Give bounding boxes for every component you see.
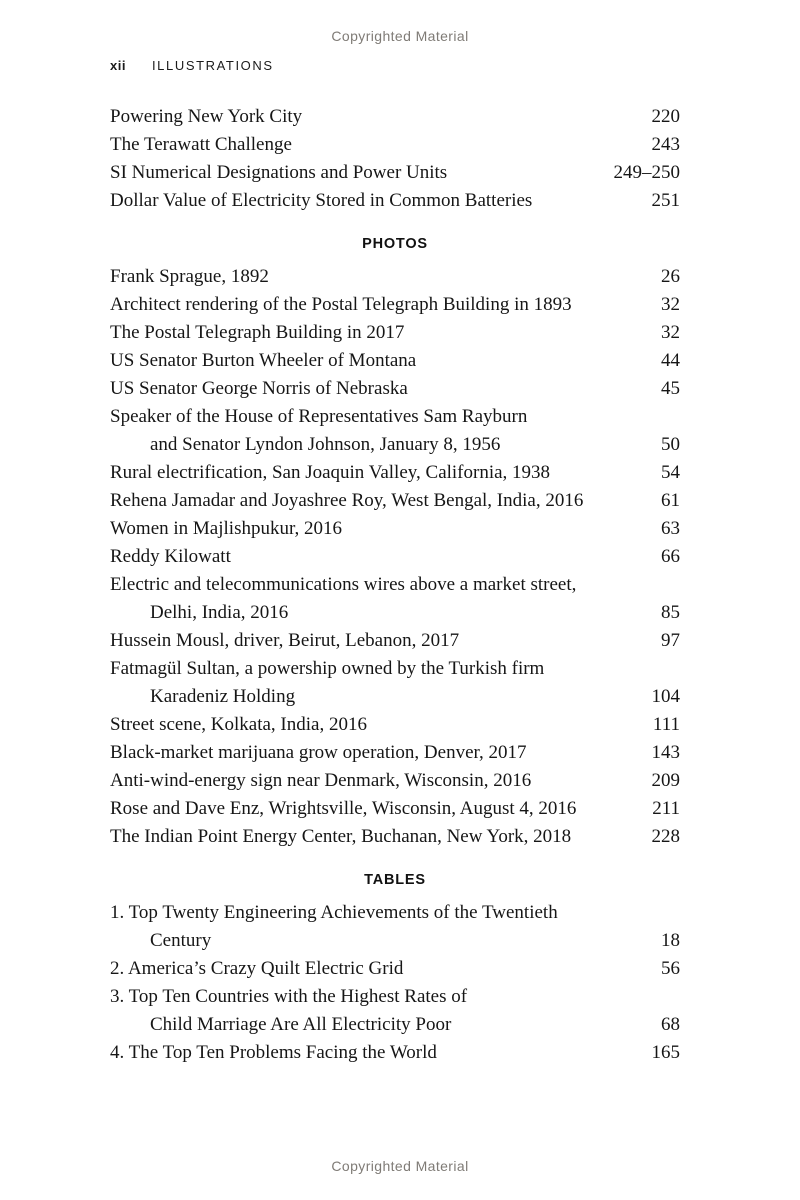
entry-page-number: 68: [661, 1014, 680, 1035]
toc-entry: [110, 159, 680, 187]
entry-title: Reddy Kilowatt: [110, 546, 231, 567]
entry-page-number: 249–250: [613, 162, 680, 183]
entry-page-number: 111: [652, 714, 680, 735]
entry-line: [110, 1011, 680, 1039]
copyright-notice-bottom: Copyrighted Material: [331, 1158, 469, 1174]
entry-line: [110, 263, 680, 291]
entry-page-number: 209: [651, 770, 680, 791]
running-header: [110, 58, 800, 73]
toc-entry: [110, 899, 680, 955]
entry-title: US Senator Burton Wheeler of Montana: [110, 350, 417, 371]
toc-entry: [110, 347, 680, 375]
entry-page-number: 243: [651, 134, 680, 155]
page-folio: xii: [110, 58, 126, 73]
entry-line: [110, 131, 680, 159]
entry-title: Rehena Jamadar and Joyashree Roy, West Bengal, India, 2016: [110, 490, 584, 511]
entry-line: [110, 739, 680, 767]
entry-page-number: 61: [661, 490, 680, 511]
entry-page-number: 211: [652, 798, 680, 819]
entry-title: The Terawatt Challenge: [110, 134, 292, 155]
entry-title: Women in Majlishpukur, 2016: [110, 518, 343, 539]
entry-line: [110, 347, 680, 375]
entry-line: [110, 655, 680, 683]
toc-entry: [110, 627, 680, 655]
entry-page-number: 32: [661, 322, 680, 343]
entry-page-number: 32: [661, 294, 680, 315]
entry-title: US Senator George Norris of Nebraska: [110, 378, 408, 399]
entry-line: [110, 543, 680, 571]
entry-line: [110, 459, 680, 487]
entry-line: [110, 159, 680, 187]
entry-line: [110, 1039, 680, 1067]
entry-title: Street scene, Kolkata, India, 2016: [110, 714, 367, 735]
entry-title: Speaker of the House of Representatives Sam Rayburn: [110, 406, 528, 427]
toc-entry: [110, 795, 680, 823]
toc-entry: [110, 711, 680, 739]
entry-line: [110, 291, 680, 319]
entry-line: [110, 683, 680, 711]
entry-line: [110, 983, 680, 1011]
entry-page-number: 165: [651, 1042, 680, 1063]
toc-entry: [110, 1039, 680, 1067]
entry-page-number: 45: [661, 378, 680, 399]
entry-line: [110, 319, 680, 347]
entry-title: Frank Sprague, 1892: [110, 266, 269, 287]
entry-title: Architect rendering of the Postal Telegraph Building in 1893: [110, 294, 572, 315]
entry-line: [110, 899, 680, 927]
entry-title: Black-market marijuana grow operation, Denver, 2017: [110, 742, 527, 763]
entry-page-number: 26: [661, 266, 680, 287]
entry-title: Child Marriage Are All Electricity Poor: [150, 1014, 452, 1035]
entry-title: The Postal Telegraph Building in 2017: [110, 322, 405, 343]
entry-page-number: 143: [651, 742, 680, 763]
entry-page-number: 50: [661, 434, 680, 455]
entry-page-number: 56: [661, 958, 680, 979]
toc-entry: [110, 983, 680, 1039]
toc-entry: [110, 103, 680, 131]
toc-entry: [110, 543, 680, 571]
toc-entry: [110, 319, 680, 347]
entry-line: [110, 515, 680, 543]
entry-title: SI Numerical Designations and Power Units: [110, 162, 448, 183]
entry-title: Century: [150, 930, 212, 951]
entry-title: 4. The Top Ten Problems Facing the World: [110, 1042, 437, 1063]
illustrations-list: [0, 103, 800, 1067]
toc-entry: [110, 263, 680, 291]
entry-title: 2. America’s Crazy Quilt Electric Grid: [110, 958, 404, 979]
entry-page-number: 97: [661, 630, 680, 651]
toc-entry: [110, 655, 680, 711]
section-heading: PHOTOS: [362, 236, 428, 252]
toc-entry: [110, 955, 680, 983]
entry-title: Hussein Mousl, driver, Beirut, Lebanon, 2017: [110, 630, 460, 651]
entry-line: [110, 187, 680, 215]
entry-line: [110, 823, 680, 851]
toc-entry: [110, 515, 680, 543]
entry-page-number: 104: [651, 686, 680, 707]
entry-title: Electric and telecommunications wires above a market street,: [110, 574, 577, 595]
entry-title: Fatmagül Sultan, a powership owned by the Turkish firm: [110, 658, 545, 679]
toc-entry: [110, 487, 680, 515]
entry-line: [110, 627, 680, 655]
entry-page-number: 251: [651, 190, 680, 211]
entry-title: Karadeniz Holding: [150, 686, 296, 707]
entry-line: [110, 711, 680, 739]
entry-title: 1. Top Twenty Engineering Achievements of the Twentieth: [110, 902, 558, 923]
entry-page-number: 18: [661, 930, 680, 951]
copyright-notice-top: Copyrighted Material: [331, 28, 469, 44]
entry-page-number: 228: [651, 826, 680, 847]
entry-title: Rose and Dave Enz, Wrightsville, Wisconsin, August 4, 2016: [110, 798, 577, 819]
entry-title: and Senator Lyndon Johnson, January 8, 1956: [150, 434, 501, 455]
toc-entry: [110, 767, 680, 795]
entry-line: [110, 927, 680, 955]
entry-title: Powering New York City: [110, 106, 303, 127]
entry-page-number: 85: [661, 602, 680, 623]
entry-page-number: 63: [661, 518, 680, 539]
toc-entry: [110, 131, 680, 159]
entry-title: Rural electrification, San Joaquin Valley, California, 1938: [110, 462, 551, 483]
entry-page-number: 220: [651, 106, 680, 127]
section-heading: TABLES: [364, 872, 426, 888]
entry-line: [110, 795, 680, 823]
toc-entry: [110, 291, 680, 319]
entry-line: [110, 571, 680, 599]
running-title: ILLUSTRATIONS: [151, 58, 274, 73]
entry-line: [110, 487, 680, 515]
toc-entry: [110, 375, 680, 403]
entry-page-number: 44: [661, 350, 680, 371]
entry-line: [110, 955, 680, 983]
entry-title: Anti-wind-energy sign near Denmark, Wisconsin, 2016: [110, 770, 532, 791]
toc-entry: [110, 739, 680, 767]
entry-title: Dollar Value of Electricity Stored in Common Batteries: [110, 190, 533, 211]
toc-entry: [110, 403, 680, 459]
entry-line: [110, 767, 680, 795]
entry-line: [110, 599, 680, 627]
entry-line: [110, 403, 680, 431]
entry-line: [110, 431, 680, 459]
entry-title: 3. Top Ten Countries with the Highest Rates of: [110, 986, 468, 1007]
entry-line: [110, 103, 680, 131]
toc-entry: [110, 459, 680, 487]
entry-title: The Indian Point Energy Center, Buchanan, New York, 2018: [110, 826, 572, 847]
entry-title: Delhi, India, 2016: [150, 602, 289, 623]
toc-entry: [110, 571, 680, 627]
toc-entry: [110, 823, 680, 851]
entry-page-number: 54: [661, 462, 680, 483]
entry-page-number: 66: [661, 546, 680, 567]
toc-entry: [110, 187, 680, 215]
entry-line: [110, 375, 680, 403]
